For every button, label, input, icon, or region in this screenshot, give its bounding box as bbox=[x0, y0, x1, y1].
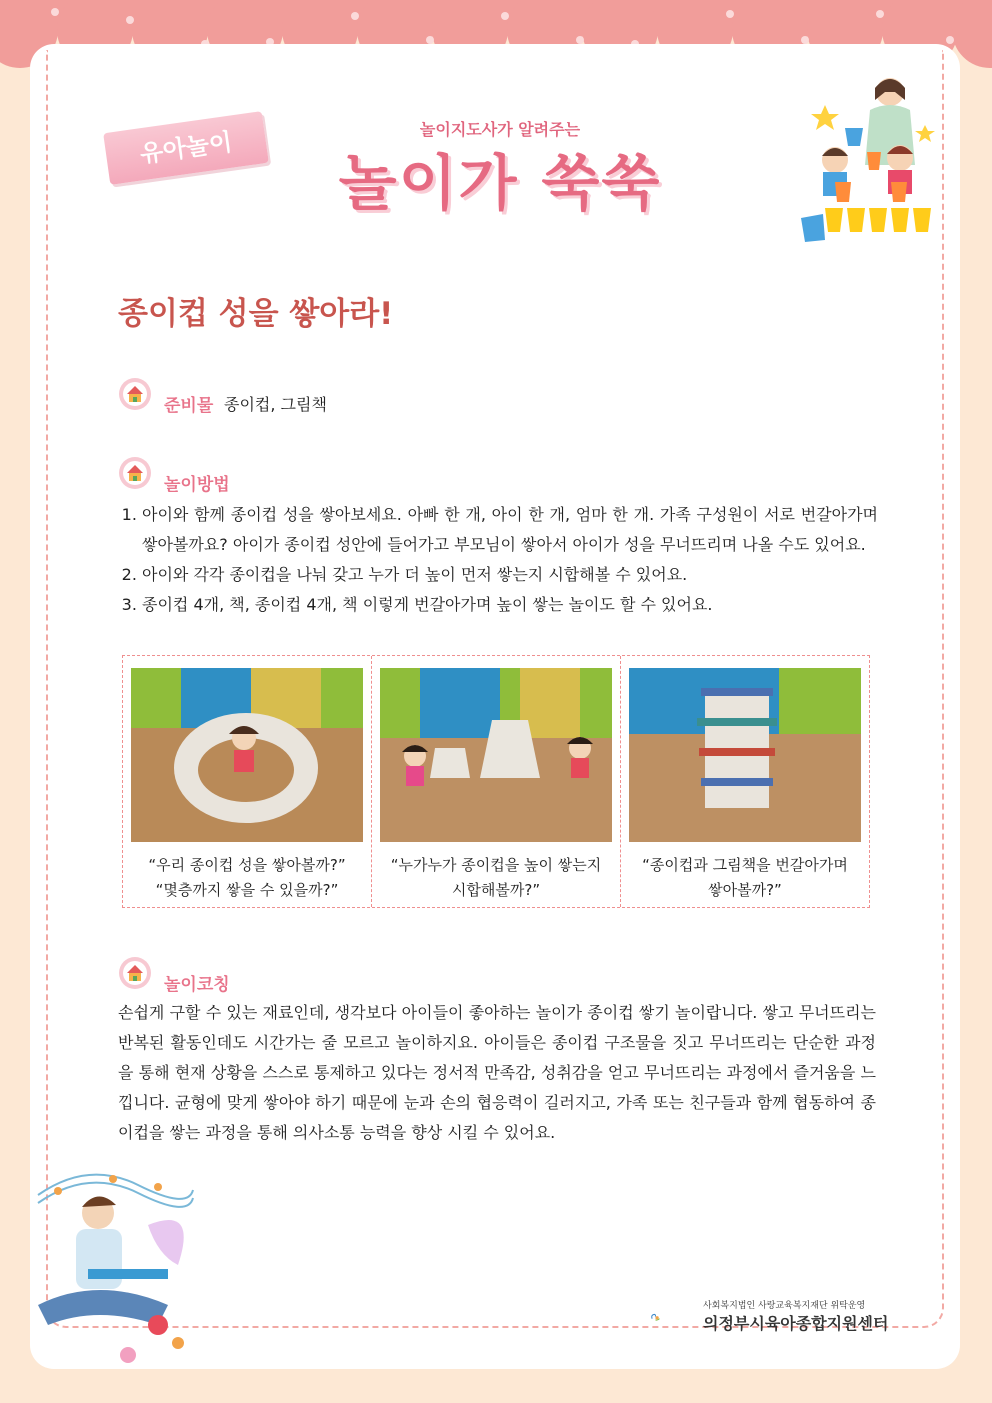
photo-caption-line: “누가누가 종이컵을 높이 쌓는지 bbox=[390, 856, 602, 874]
method-step: 3. 종이컵 4개, 책, 종이컵 4개, 책 이렇게 번갈아가며 높이 쌓는 놀이도 할 수 있어요. bbox=[142, 590, 878, 620]
cup-book-tower-photo bbox=[629, 668, 861, 842]
method-step: 2. 아이와 각각 종이컵을 나눠 갖고 누가 더 높이 먼저 쌓는지 시합해볼 수 있어요. bbox=[142, 560, 878, 590]
coaching-text: 손쉽게 구할 수 있는 재료인데, 생각보다 아이들이 좋아하는 놀이가 종이컵 쌓기 놀이랍니다. 쌓고 무너뜨리는 반복된 활동인데도 시간가는 줄 모르고 놀이하지요. 아이들은 종이컵 구조물을 짓고 무너뜨리는 단순한 과정을 통해 현재 상황을 스스로 통제하고 있다는 정서적 만족감, 성취감을 얻고 무너뜨리는 과정에서 즐거움을 느낍니다. 균형에 맞게 쌓아야 하기 때문에 눈과 손의 협응력이 길러지고, 가족 또는 친구들과 함께 협동하여 종이컵을 쌓는 과정을 통해 의사소통 능력을 향상 시킬 수 있어요. bbox=[118, 1003, 876, 1142]
photo-cell bbox=[621, 656, 869, 907]
method-label: 놀이방법 bbox=[164, 475, 230, 495]
header-subtitle: 놀이지도사가 알려주는 bbox=[419, 120, 581, 139]
house-icon bbox=[118, 956, 152, 990]
category-tag-label: 유아놀이 bbox=[138, 127, 234, 169]
house-icon bbox=[118, 377, 152, 411]
house-icon bbox=[118, 456, 152, 490]
method-list bbox=[118, 500, 878, 620]
footer-operator: 사회복지법인 사랑교육복지재단 위탁운영 bbox=[703, 1301, 866, 1311]
cup-castle-photo bbox=[131, 668, 363, 842]
photo-cell bbox=[372, 656, 621, 907]
photo-caption-line: “종이컵과 그림책을 번갈아가며 bbox=[642, 856, 848, 874]
photo-cell bbox=[123, 656, 372, 907]
photo-caption-line: 쌓아볼까?” bbox=[708, 881, 782, 899]
photo-caption-line: 시합해볼까?” bbox=[451, 881, 541, 899]
photo-caption-line: “몇층까지 쌓을 수 있을까?” bbox=[155, 881, 339, 899]
header-title: 놀이가 쑥쑥 bbox=[338, 149, 662, 219]
photo-caption bbox=[372, 853, 620, 903]
center-logo-icon bbox=[650, 1295, 700, 1339]
cup-race-photo bbox=[380, 668, 612, 842]
activity-title: 종이컵 성을 쌓아라! bbox=[118, 296, 394, 332]
musician-illustration bbox=[28, 1165, 198, 1380]
photo-caption bbox=[621, 853, 869, 903]
photo-table bbox=[122, 655, 870, 908]
coaching-label: 놀이코칭 bbox=[164, 975, 230, 995]
method-step: 1. 아이와 함께 종이컵 성을 쌓아보세요. 아빠 한 개, 아이 한 개, 엄마 한 개. 가족 구성원이 서로 번갈아가며 쌓아볼까요? 아이가 종이컵 성안에 들어가고 부모님이 쌓아서 아이가 성을 무너뜨리며 나올 수도 있어요. bbox=[142, 500, 878, 560]
photo-caption-line: “우리 종이컵 성을 쌓아볼까?” bbox=[148, 856, 346, 874]
photo-caption bbox=[123, 853, 371, 903]
mother-children-cups-illustration bbox=[795, 70, 945, 245]
footer-center-name: 의정부시육아종합지원센터 bbox=[703, 1314, 889, 1333]
materials-label: 준비물 bbox=[164, 396, 214, 416]
materials-text: 종이컵, 그림책 bbox=[224, 395, 327, 414]
